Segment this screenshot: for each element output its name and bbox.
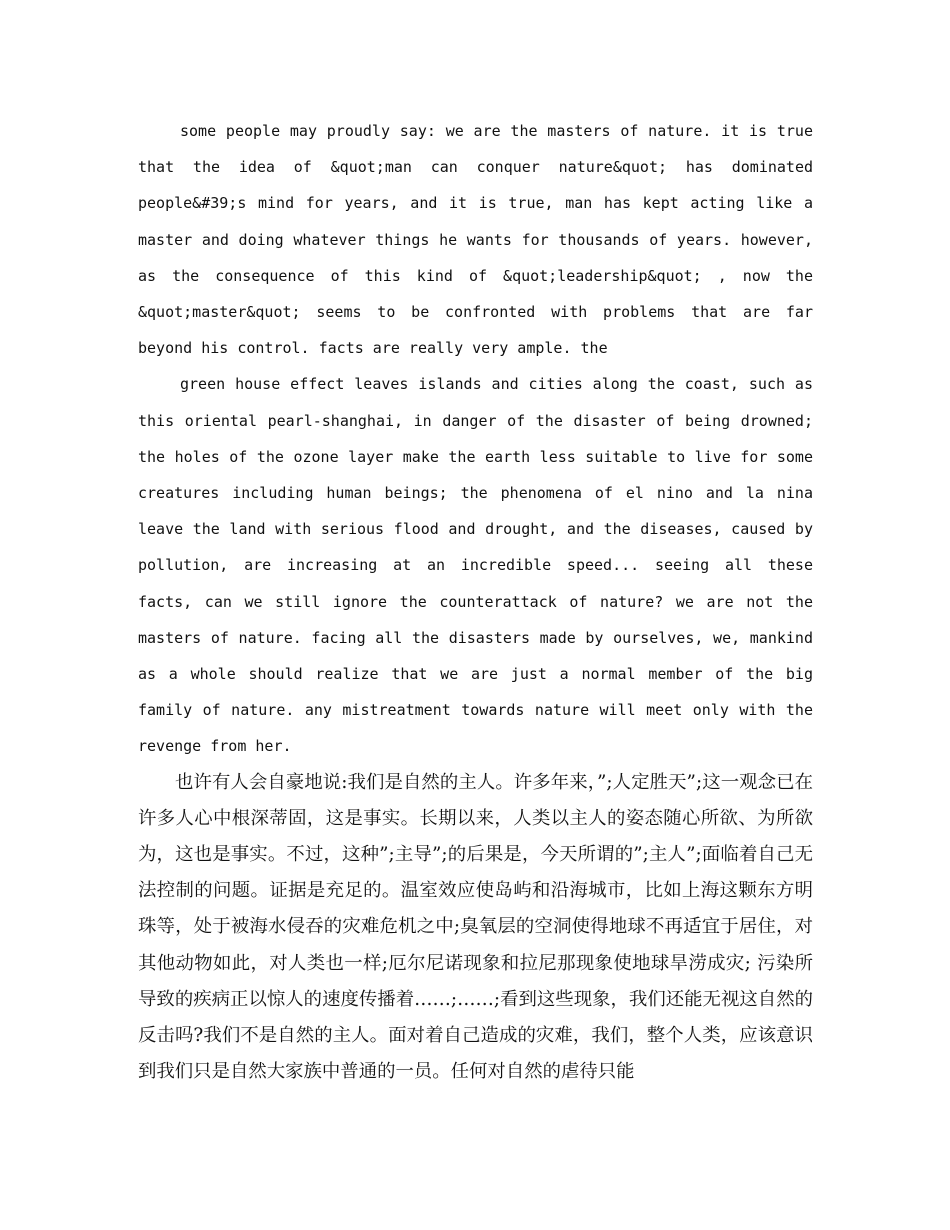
document-page	[138, 113, 813, 1090]
chinese-paragraph: 也许有人会自豪地说:我们是自然的主人。许多年来，”;人定胜天”;这一观念已在许多人心中根深蒂固，这是事实。长期以来，人类以主人的姿态随心所欲、为所欲为，这也是事实。不过，这种”;主导”;的后果是，今天所谓的”;主人”;面临着自己无法控制的问题。证据是充足的。温室效应使岛屿和沿海城市，比如上海这颗东方明珠等，处于被海水侵吞的灾难危机之中;臭氧层的空洞使得地球不再适宜于居住，对其他动物如此，对人类也一样;厄尔尼诺现象和拉尼那现象使地球旱涝成灾; 污染所导致的疾病正以惊人的速度传播着……;……;看到这些现象，我们还能无视这自然的反击吗?我们不是自然的主人。面对着自己造成的灾难，我们，整个人类，应该意识到我们只是自然大家族中普通的一员。任何对自然的虐待只能	[138, 771, 813, 1083]
english-paragraph-2: green house effect leaves islands and cities along the coast, such as this oriental pearl-shanghai, in danger of the disaster of being drowned; the holes of the ozone layer make the earth less suitable to live for some creatures including human beings; the phenomena of el nino and la nina leave the land with serious flood and drought, and the diseases, caused by pollution, are increasing at an incredible speed... seeing all these facts, can we still ignore the counterattack of nature? we are not the masters of nature. facing all the disasters made by ourselves, we, mankind as a whole should realize that we are just a normal member of the big family of nature. any mistreatment towards nature will meet only with the revenge from her.	[138, 375, 813, 756]
english-paragraph-1: some people may proudly say: we are the masters of nature. it is true that the idea of &quot;man can conquer nature&quot; has dominated people&#39;s mind for years, and it is true, man has kept acting like a master and doing whatever things he wants for thousands of years. however, as the consequence of this kind of &quot;leadership&quot; , now the &quot;master&quot; seems to be confronted with problems that are far beyond his control. facts are really very ample. the	[138, 122, 813, 358]
